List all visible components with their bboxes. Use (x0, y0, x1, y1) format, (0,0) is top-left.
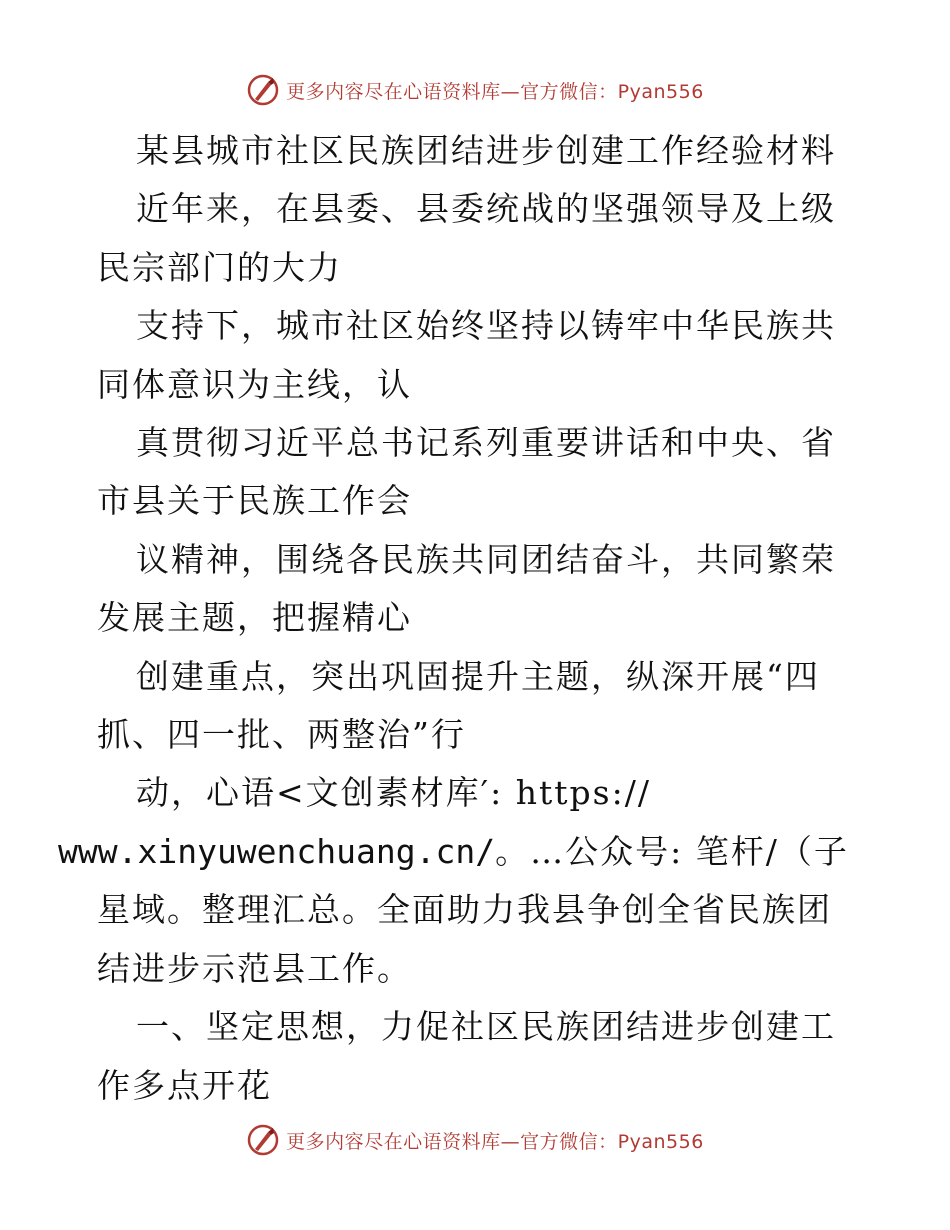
paragraph-text: 动，心语<文创素材库′: https:// (136, 773, 651, 813)
header-banner-text: 更多内容尽在心语资料库—官方微信：Pyan556 (286, 80, 704, 103)
paragraph: 真贯彻习近平总书记系列重要讲话和中央、省市县关于民族工作会 (97, 423, 836, 521)
quill-pen-logo-icon (246, 73, 280, 107)
section-heading: 一、坚定思想，力促社区民族团结进步创建工作多点开花 (97, 1007, 836, 1105)
paragraph: 议精神，围绕各民族共同团结奋斗，共同繁荣发展主题，把握精心 (97, 539, 836, 638)
header-banner (0, 70, 950, 110)
quill-pen-logo-icon (246, 1123, 280, 1157)
paragraph: 支持下，城市社区始终坚持以铸牢中华民族共同体意识为主线，认 (97, 306, 836, 404)
document-body (58, 122, 857, 1115)
document-title: 某县城市社区民族团结进步创建工作经验材料 (136, 131, 836, 170)
footer-banner (0, 1120, 950, 1160)
paragraph: 创建重点，突出巩固提升主题，纵深开展“四抓、四一批、两整治”行 (97, 656, 820, 755)
paragraph-with-link (58, 764, 857, 998)
source-url-link[interactable]: www.xinyuwenchuang.cn/ (58, 831, 496, 871)
footer-banner-text: 更多内容尽在心语资料库—官方微信：Pyan556 (286, 1130, 704, 1153)
paragraph-text: 。…公众号: 笔杆/（子星域。整理汇总。全面助力我县争创全省民族团结进步示范县工作。 (97, 831, 849, 988)
paragraph: 近年来，在县委、县委统战的坚强领导及上级民宗部门的大力 (97, 189, 836, 287)
